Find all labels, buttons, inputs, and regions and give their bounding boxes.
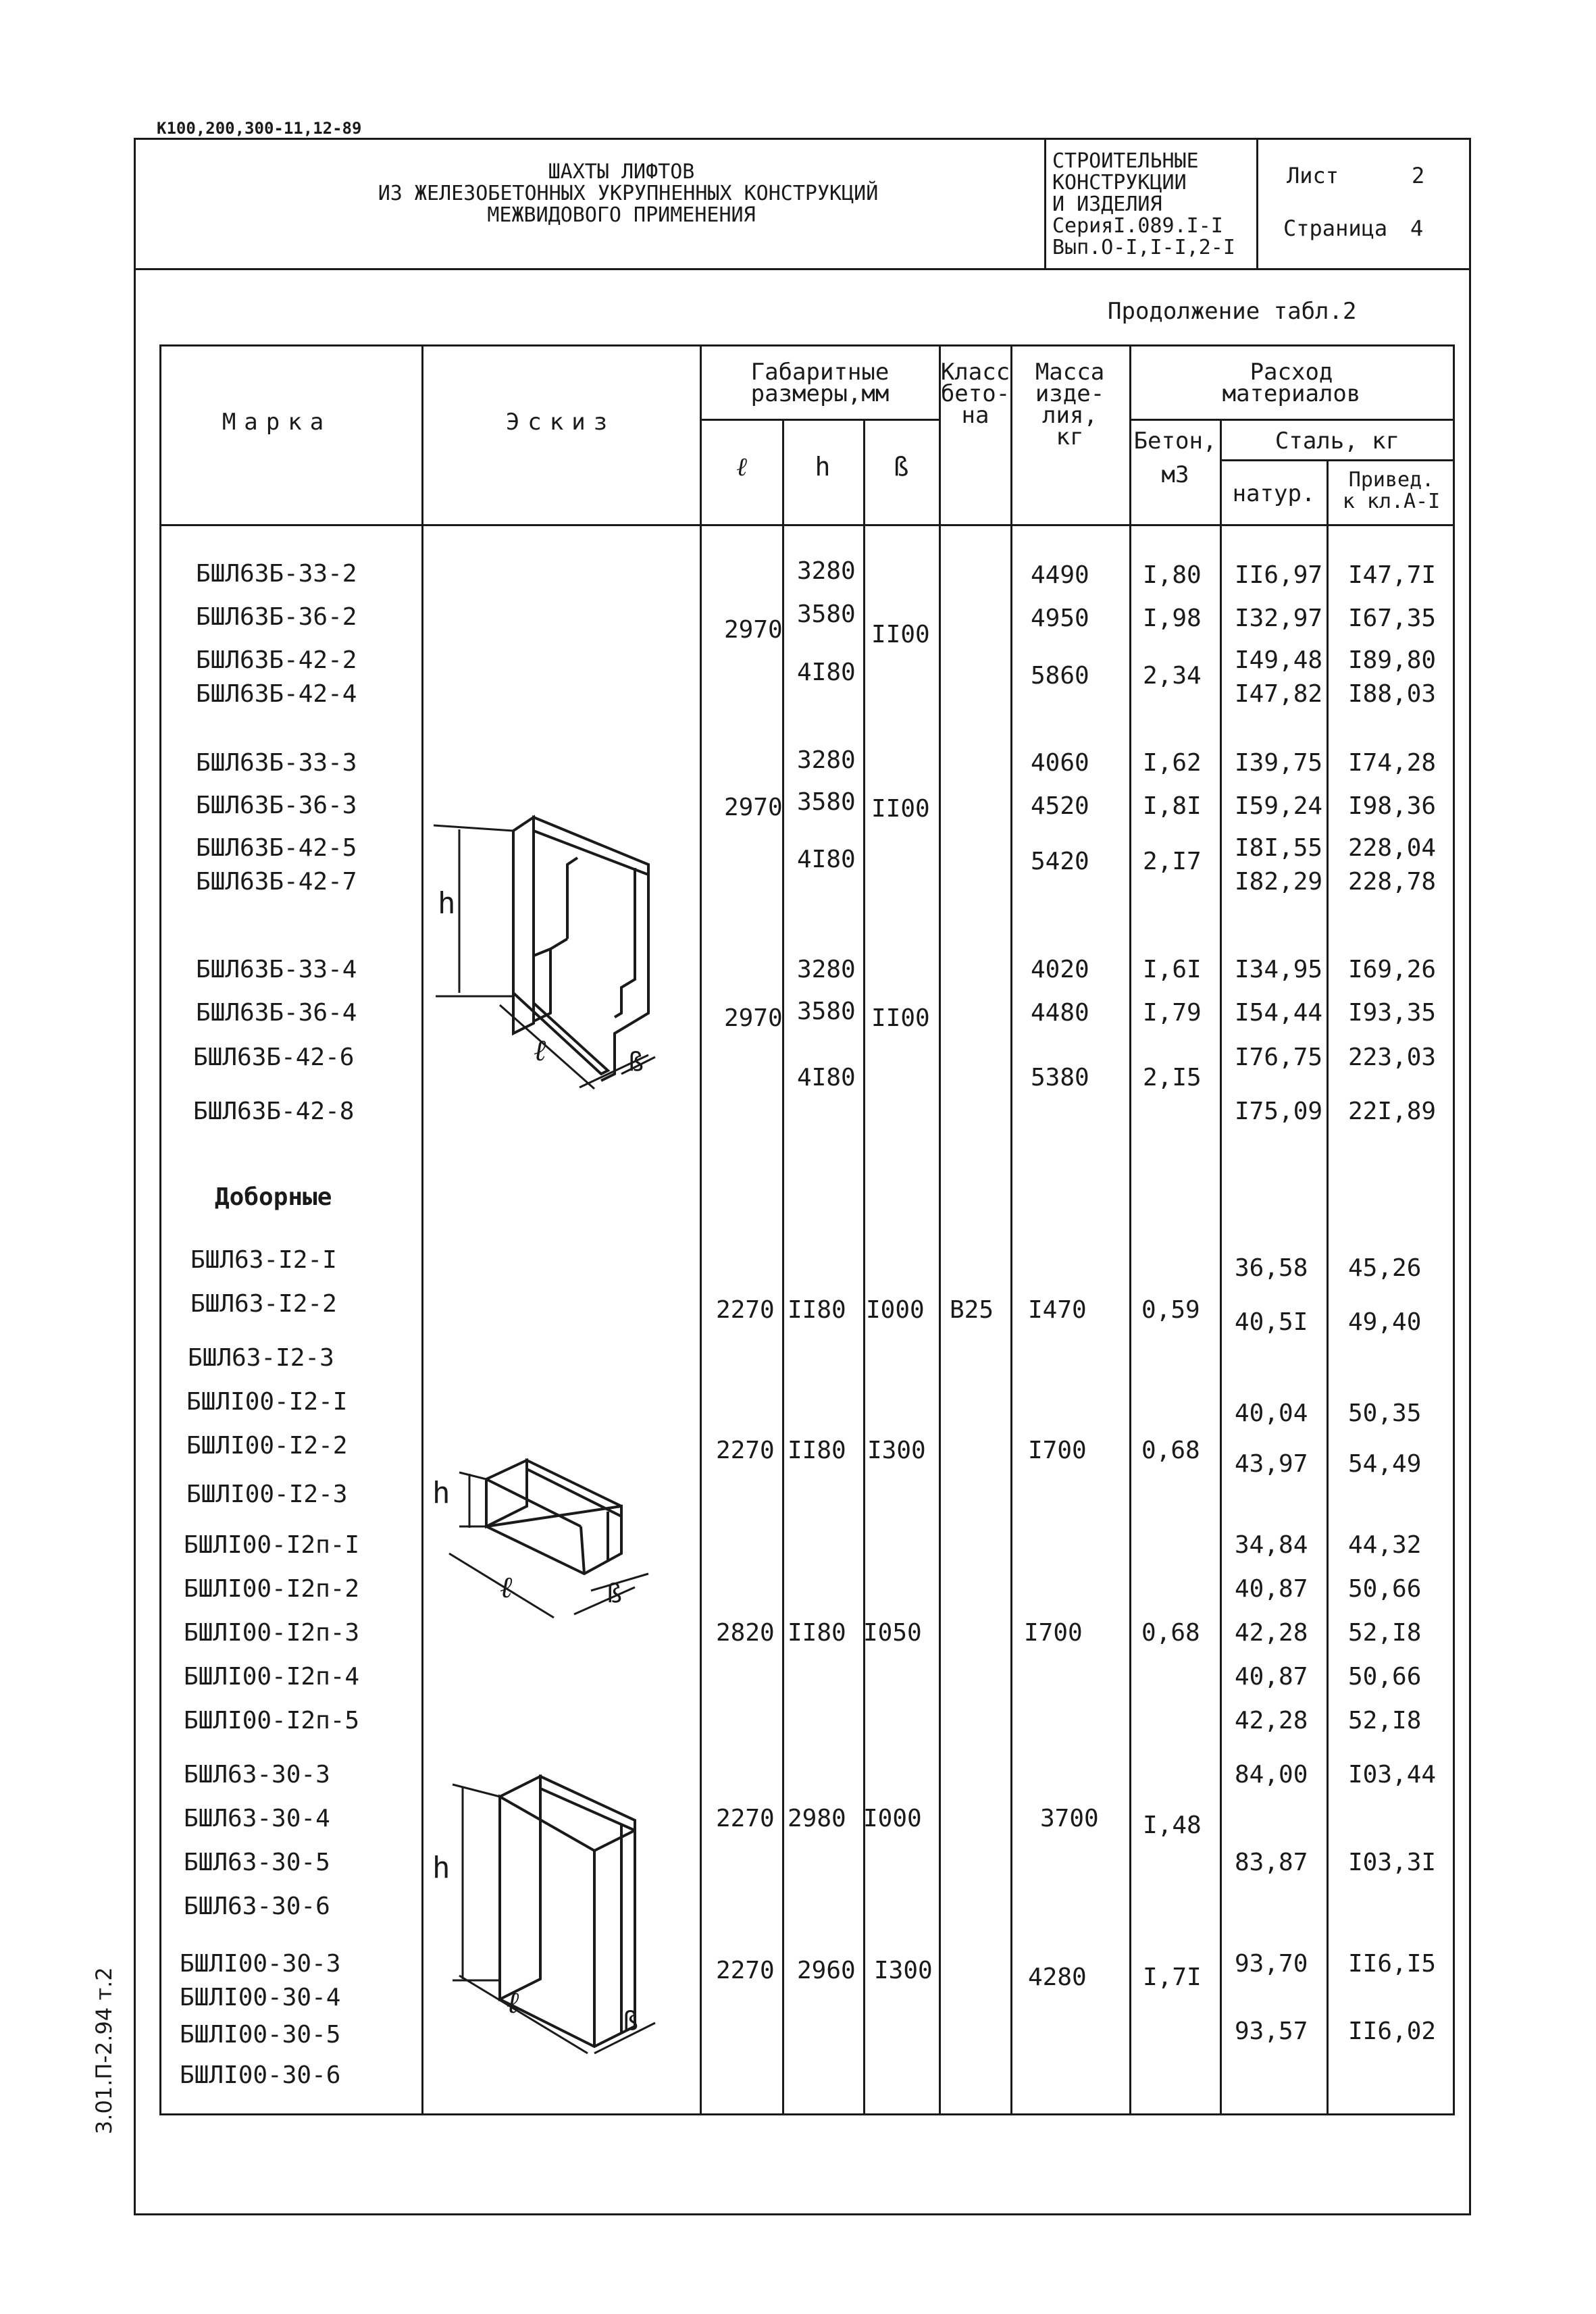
dim-b-cell: II00 <box>871 795 930 823</box>
steel-natural-cell: I8I,55 <box>1235 834 1323 862</box>
page-number: 4 <box>1410 215 1424 241</box>
steel-reduced-cell: 45,26 <box>1348 1254 1422 1282</box>
steel-reduced-cell: 49,40 <box>1348 1308 1422 1336</box>
side-stamp: 3.01.П-2.94 т.2 <box>91 1967 117 2134</box>
dim-h-cell: 4I80 <box>797 659 856 686</box>
col-line-beton <box>1220 419 1222 2115</box>
steel-reduced-cell: 54,49 <box>1348 1450 1422 1478</box>
dim-b-cell: I000 <box>866 1296 925 1324</box>
mark-cell: БШЛ63Б-42-8 <box>193 1098 355 1125</box>
dim-h-cell: 3580 <box>797 600 856 628</box>
dim-h-cell: 3280 <box>797 746 856 774</box>
steel-reduced-cell: 50,35 <box>1348 1399 1422 1427</box>
mark-cell: БШЛ63-I2-3 <box>188 1344 334 1372</box>
mark-cell: БШЛ63Б-42-7 <box>196 868 357 896</box>
page-label: Страница <box>1283 215 1388 241</box>
dim-h-cell: 2980 <box>788 1805 846 1832</box>
steel-natural-cell: 40,87 <box>1235 1663 1308 1691</box>
steel-natural-cell: 42,28 <box>1235 1619 1308 1647</box>
dim-h-cell: 2960 <box>797 1957 856 1984</box>
steel-reduced-cell: 52,I8 <box>1348 1619 1422 1647</box>
mass-cell: 3700 <box>1040 1805 1099 1832</box>
mark-cell: БШЛI00-I2п-2 <box>184 1575 360 1603</box>
sketch-panel-large <box>432 790 702 1108</box>
sketch-panel-tall <box>432 1756 702 2060</box>
dim-h-cell: II80 <box>788 1437 846 1464</box>
dim-h-cell: 4I80 <box>797 1064 856 1091</box>
dim-l-cell: 2970 <box>724 794 783 821</box>
document-code: K100,200,300-11,12-89 <box>157 119 362 138</box>
steel-reduced-cell: I69,26 <box>1348 956 1437 983</box>
sketch-label-b: ß <box>628 1047 644 1077</box>
page-frame-left <box>134 270 136 2215</box>
col-line-klass <box>1010 344 1012 2115</box>
steel-natural-cell: 93,57 <box>1235 2017 1308 2045</box>
steel-natural-cell: 42,28 <box>1235 1707 1308 1734</box>
concrete-volume-cell: I,48 <box>1143 1811 1202 1839</box>
mark-cell: БШЛ63-I2-2 <box>190 1290 337 1318</box>
sketch-panel-small <box>432 1432 702 1641</box>
steel-natural-cell: I34,95 <box>1235 956 1323 983</box>
dim-b-cell: I300 <box>867 1437 926 1464</box>
mark-cell: БШЛI00-30-6 <box>180 2061 341 2089</box>
col-line-l <box>782 419 784 2115</box>
col-header-massa-3: лия, <box>1042 402 1098 429</box>
steel-reduced-cell: I98,36 <box>1348 792 1437 820</box>
steel-natural-cell: I75,09 <box>1235 1098 1323 1125</box>
concrete-volume-cell: 2,I7 <box>1143 848 1202 875</box>
col-header-massa-2: изде- <box>1035 380 1105 407</box>
mass-cell: I700 <box>1024 1619 1083 1647</box>
mark-cell: БШЛI00-I2п-I <box>184 1531 360 1559</box>
col-header-beton-1: Бетон, <box>1133 428 1217 455</box>
steel-natural-cell: 36,58 <box>1235 1254 1308 1282</box>
concrete-volume-cell: 2,34 <box>1143 662 1202 690</box>
concrete-volume-cell: I,80 <box>1143 561 1202 589</box>
col-header-klass-2: бето- <box>940 380 1010 407</box>
steel-reduced-cell: I88,03 <box>1348 680 1437 708</box>
steel-natural-cell: 40,87 <box>1235 1575 1308 1603</box>
steel-reduced-cell: I89,80 <box>1348 646 1437 674</box>
sketch-label-h: h <box>432 1476 451 1510</box>
mark-cell: БШЛI00-I2-3 <box>186 1481 348 1508</box>
col-header-massa-1: Масса <box>1035 359 1105 386</box>
series-line-1: СТРОИТЕЛЬНЫЕ <box>1052 149 1199 173</box>
mass-cell: 5420 <box>1031 848 1089 875</box>
mark-cell: БШЛ63-30-6 <box>184 1893 330 1920</box>
concrete-volume-cell: 2,I5 <box>1143 1064 1202 1091</box>
mark-cell: БШЛI00-I2-2 <box>186 1432 348 1460</box>
concrete-volume-cell: I,6I <box>1143 956 1202 983</box>
hdr-line-rashod <box>1129 419 1455 421</box>
sketch-label-l: ℓ <box>534 1033 546 1068</box>
sketch-label-l: ℓ <box>500 1570 513 1605</box>
steel-reduced-cell: I47,7I <box>1348 561 1437 589</box>
page-frame-bottom <box>134 2213 1471 2215</box>
steel-natural-cell: 40,04 <box>1235 1399 1308 1427</box>
steel-natural-cell: 40,5I <box>1235 1308 1308 1336</box>
mark-cell: БШЛ63Б-36-2 <box>196 603 357 631</box>
dim-l-cell: 2970 <box>724 1004 783 1032</box>
mark-cell: БШЛI00-30-5 <box>180 2021 341 2049</box>
mark-cell: БШЛ63-30-3 <box>184 1761 330 1789</box>
steel-reduced-cell: 228,78 <box>1348 868 1437 896</box>
steel-reduced-cell: I67,35 <box>1348 605 1437 632</box>
mass-cell: 5380 <box>1031 1064 1089 1091</box>
steel-natural-cell: 84,00 <box>1235 1761 1308 1789</box>
steel-reduced-cell: 223,03 <box>1348 1044 1437 1071</box>
mass-cell: 4480 <box>1031 999 1089 1027</box>
dim-b-cell: I300 <box>874 1957 933 1984</box>
sheet-number: 2 <box>1412 163 1425 188</box>
dim-l-cell: 2270 <box>716 1296 775 1324</box>
mark-cell: БШЛI00-I2п-3 <box>184 1619 360 1647</box>
dim-h-cell: 3280 <box>797 956 856 983</box>
mark-cell: БШЛ63Б-36-4 <box>196 999 357 1027</box>
steel-reduced-cell: 50,66 <box>1348 1575 1422 1603</box>
series-line-4: СерияI.089.I-I <box>1052 214 1223 238</box>
steel-reduced-cell: 228,04 <box>1348 834 1437 862</box>
concrete-volume-cell: 0,59 <box>1141 1296 1200 1324</box>
dim-l-cell: 2970 <box>724 616 783 644</box>
col-header-h: h <box>815 452 831 482</box>
concrete-volume-cell: 0,68 <box>1141 1437 1200 1464</box>
mark-cell: БШЛI00-30-3 <box>180 1950 341 1978</box>
col-header-priv-1: Привед. <box>1348 468 1435 492</box>
col-header-dims-1: Габаритные <box>750 359 890 386</box>
col-line-natur <box>1327 459 1329 2115</box>
title-block-divider-1 <box>1044 138 1046 270</box>
col-header-eskiz: Эскиз <box>505 409 616 436</box>
steel-natural-cell: 93,70 <box>1235 1950 1308 1978</box>
steel-natural-cell: I47,82 <box>1235 680 1323 708</box>
mark-cell: БШЛ63-I2-I <box>190 1246 337 1274</box>
mark-cell: БШЛ63Б-33-4 <box>196 956 357 983</box>
dim-l-cell: 2820 <box>716 1619 775 1647</box>
doc-title-line-3: МЕЖВИДОВОГО ПРИМЕНЕНИЯ <box>487 203 756 227</box>
mass-cell: 4060 <box>1031 749 1089 777</box>
sheet-label: Лист <box>1287 163 1339 188</box>
col-header-klass-3: на <box>961 402 989 429</box>
sketch-label-l: ℓ <box>507 1986 519 2020</box>
steel-reduced-cell: 22I,89 <box>1348 1098 1437 1125</box>
concrete-volume-cell: I,98 <box>1143 605 1202 632</box>
col-header-natur: натур. <box>1232 480 1316 507</box>
col-header-rashod-2: материалов <box>1222 380 1361 407</box>
mark-cell: БШЛI00-I2-I <box>186 1388 348 1416</box>
dim-l-cell: 2270 <box>716 1957 775 1984</box>
concrete-volume-cell: 0,68 <box>1141 1619 1200 1647</box>
col-header-dims-2: размеры,мм <box>750 380 890 407</box>
series-line-2: КОНСТРУКЦИИ <box>1052 171 1187 195</box>
col-header-beton-2: м3 <box>1161 461 1189 488</box>
dim-h-cell: 4I80 <box>797 846 856 873</box>
col-header-massa-4: кг <box>1056 423 1084 451</box>
table-caption: Продолжение табл.2 <box>1108 298 1357 325</box>
steel-natural-cell: I49,48 <box>1235 646 1323 674</box>
concrete-class-cell: B25 <box>950 1296 994 1324</box>
mass-cell: I470 <box>1028 1296 1087 1324</box>
series-line-5: Вып.О-I,I-I,2-I <box>1052 236 1235 259</box>
mark-cell: БШЛ63Б-42-2 <box>196 646 357 674</box>
steel-natural-cell: II6,97 <box>1235 561 1323 589</box>
concrete-volume-cell: I,7I <box>1143 1963 1202 1991</box>
mark-cell: БШЛ63-30-4 <box>184 1805 330 1832</box>
col-line-h <box>863 419 865 2115</box>
dim-h-cell: II80 <box>788 1619 846 1647</box>
steel-reduced-cell: II6,I5 <box>1348 1950 1437 1978</box>
concrete-volume-cell: I,8I <box>1143 792 1202 820</box>
dim-l-cell: 2270 <box>716 1437 775 1464</box>
steel-natural-cell: I54,44 <box>1235 999 1323 1027</box>
mass-cell: 4950 <box>1031 605 1089 632</box>
col-header-l: ℓ <box>736 452 747 482</box>
steel-natural-cell: 43,97 <box>1235 1450 1308 1478</box>
mark-cell: БШЛ63Б-33-2 <box>196 560 357 588</box>
dim-h-cell: 3580 <box>797 998 856 1025</box>
sketch-label-b: ß <box>607 1578 622 1608</box>
mass-cell: 5860 <box>1031 662 1089 690</box>
steel-natural-cell: I82,29 <box>1235 868 1323 896</box>
mass-cell: 4280 <box>1028 1963 1087 1991</box>
title-block-divider-2 <box>1256 138 1258 270</box>
mark-cell: БШЛ63Б-33-3 <box>196 749 357 777</box>
concrete-volume-cell: I,79 <box>1143 999 1202 1027</box>
steel-reduced-cell: I03,3I <box>1348 1849 1437 1876</box>
steel-reduced-cell: 50,66 <box>1348 1663 1422 1691</box>
steel-natural-cell: I32,97 <box>1235 605 1323 632</box>
mass-cell: I700 <box>1028 1437 1087 1464</box>
concrete-volume-cell: I,62 <box>1143 749 1202 777</box>
series-line-3: И ИЗДЕЛИЯ <box>1052 192 1162 216</box>
col-header-priv-2: к кл.А-I <box>1342 490 1441 513</box>
dim-l-cell: 2270 <box>716 1805 775 1832</box>
steel-reduced-cell: I74,28 <box>1348 749 1437 777</box>
steel-reduced-cell: 52,I8 <box>1348 1707 1422 1734</box>
section-label: Доборные <box>215 1183 332 1211</box>
mass-cell: 4520 <box>1031 792 1089 820</box>
col-header-stal: Сталь, кг <box>1275 428 1400 455</box>
hdr-line-stal <box>1220 459 1455 461</box>
col-header-b: ß <box>893 452 909 482</box>
dim-h-cell: 3580 <box>797 788 856 816</box>
steel-natural-cell: I76,75 <box>1235 1044 1323 1071</box>
dim-h-cell: II80 <box>788 1296 846 1324</box>
hdr-line-dims <box>700 419 941 421</box>
dim-b-cell: II00 <box>871 621 930 648</box>
hdr-line-bottom <box>159 524 1455 526</box>
col-line-b <box>939 344 941 2115</box>
mass-cell: 4490 <box>1031 561 1089 589</box>
page-frame-right <box>1469 270 1471 2215</box>
mark-cell: БШЛ63Б-42-5 <box>196 834 357 862</box>
doc-title-line-1: ШАХТЫ ЛИФТОВ <box>548 160 695 184</box>
dim-b-cell: I000 <box>863 1805 922 1832</box>
mass-cell: 4020 <box>1031 956 1089 983</box>
mark-cell: БШЛ63Б-36-3 <box>196 792 357 819</box>
mark-cell: БШЛI00-I2п-4 <box>184 1663 360 1691</box>
dim-b-cell: I050 <box>863 1619 922 1647</box>
mark-cell: БШЛI00-I2п-5 <box>184 1707 360 1734</box>
steel-reduced-cell: II6,02 <box>1348 2017 1437 2045</box>
mark-cell: БШЛI00-30-4 <box>180 1984 341 2011</box>
sketch-label-h: h <box>432 1851 451 1885</box>
col-header-rashod-1: Расход <box>1250 359 1333 386</box>
col-line-massa <box>1129 344 1131 2115</box>
steel-reduced-cell: 44,32 <box>1348 1531 1422 1559</box>
steel-reduced-cell: I93,35 <box>1348 999 1437 1027</box>
sketch-label-h: h <box>438 886 456 921</box>
steel-natural-cell: 83,87 <box>1235 1849 1308 1876</box>
dim-h-cell: 3280 <box>797 557 856 585</box>
dim-b-cell: II00 <box>871 1004 930 1032</box>
mark-cell: БШЛ63Б-42-6 <box>193 1044 355 1071</box>
steel-reduced-cell: I03,44 <box>1348 1761 1437 1789</box>
doc-title-line-2: ИЗ ЖЕЛЕЗОБЕТОННЫХ УКРУПНЕННЫХ КОНСТРУКЦИЙ <box>378 182 879 205</box>
mark-cell: БШЛ63Б-42-4 <box>196 680 357 708</box>
sketch-label-b: ß <box>623 2006 638 2036</box>
col-line-marka <box>421 344 423 2115</box>
steel-natural-cell: 34,84 <box>1235 1531 1308 1559</box>
steel-natural-cell: I39,75 <box>1235 749 1323 777</box>
steel-natural-cell: I59,24 <box>1235 792 1323 820</box>
col-header-marka: Марка <box>222 409 332 436</box>
mark-cell: БШЛ63-30-5 <box>184 1849 330 1876</box>
col-header-klass-1: Класс <box>940 359 1010 386</box>
